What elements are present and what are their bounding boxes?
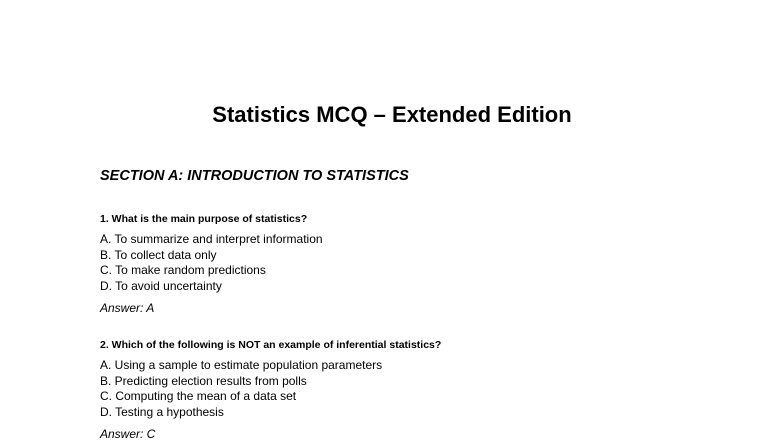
- option-d: D. Testing a hypothesis: [100, 404, 224, 419]
- option-list: [100, 232, 740, 294]
- question-2: [100, 338, 740, 442]
- question-text: 2. Which of the following is NOT an example of inferential statistics?: [100, 339, 442, 351]
- question-text: 1. What is the main purpose of statistics?: [100, 213, 308, 225]
- option-b: B. Predicting election results from polls: [100, 373, 307, 388]
- answer-text: Answer: C: [100, 427, 156, 441]
- section-heading: SECTION A: INTRODUCTION TO STATISTICS: [100, 168, 409, 184]
- option-d: D. To avoid uncertainty: [100, 278, 222, 293]
- option-c: C. Computing the mean of a data set: [100, 389, 297, 403]
- option-list: [100, 358, 740, 420]
- option-c: C. To make random predictions: [100, 263, 266, 277]
- option-a: A. Using a sample to estimate population parameters: [100, 358, 383, 372]
- document-title: Statistics MCQ – Extended Edition: [212, 102, 572, 127]
- option-a: A. To summarize and interpret information: [100, 232, 323, 246]
- question-1: [100, 212, 740, 316]
- option-b: B. To collect data only: [100, 247, 217, 262]
- answer-text: Answer: A: [100, 301, 155, 315]
